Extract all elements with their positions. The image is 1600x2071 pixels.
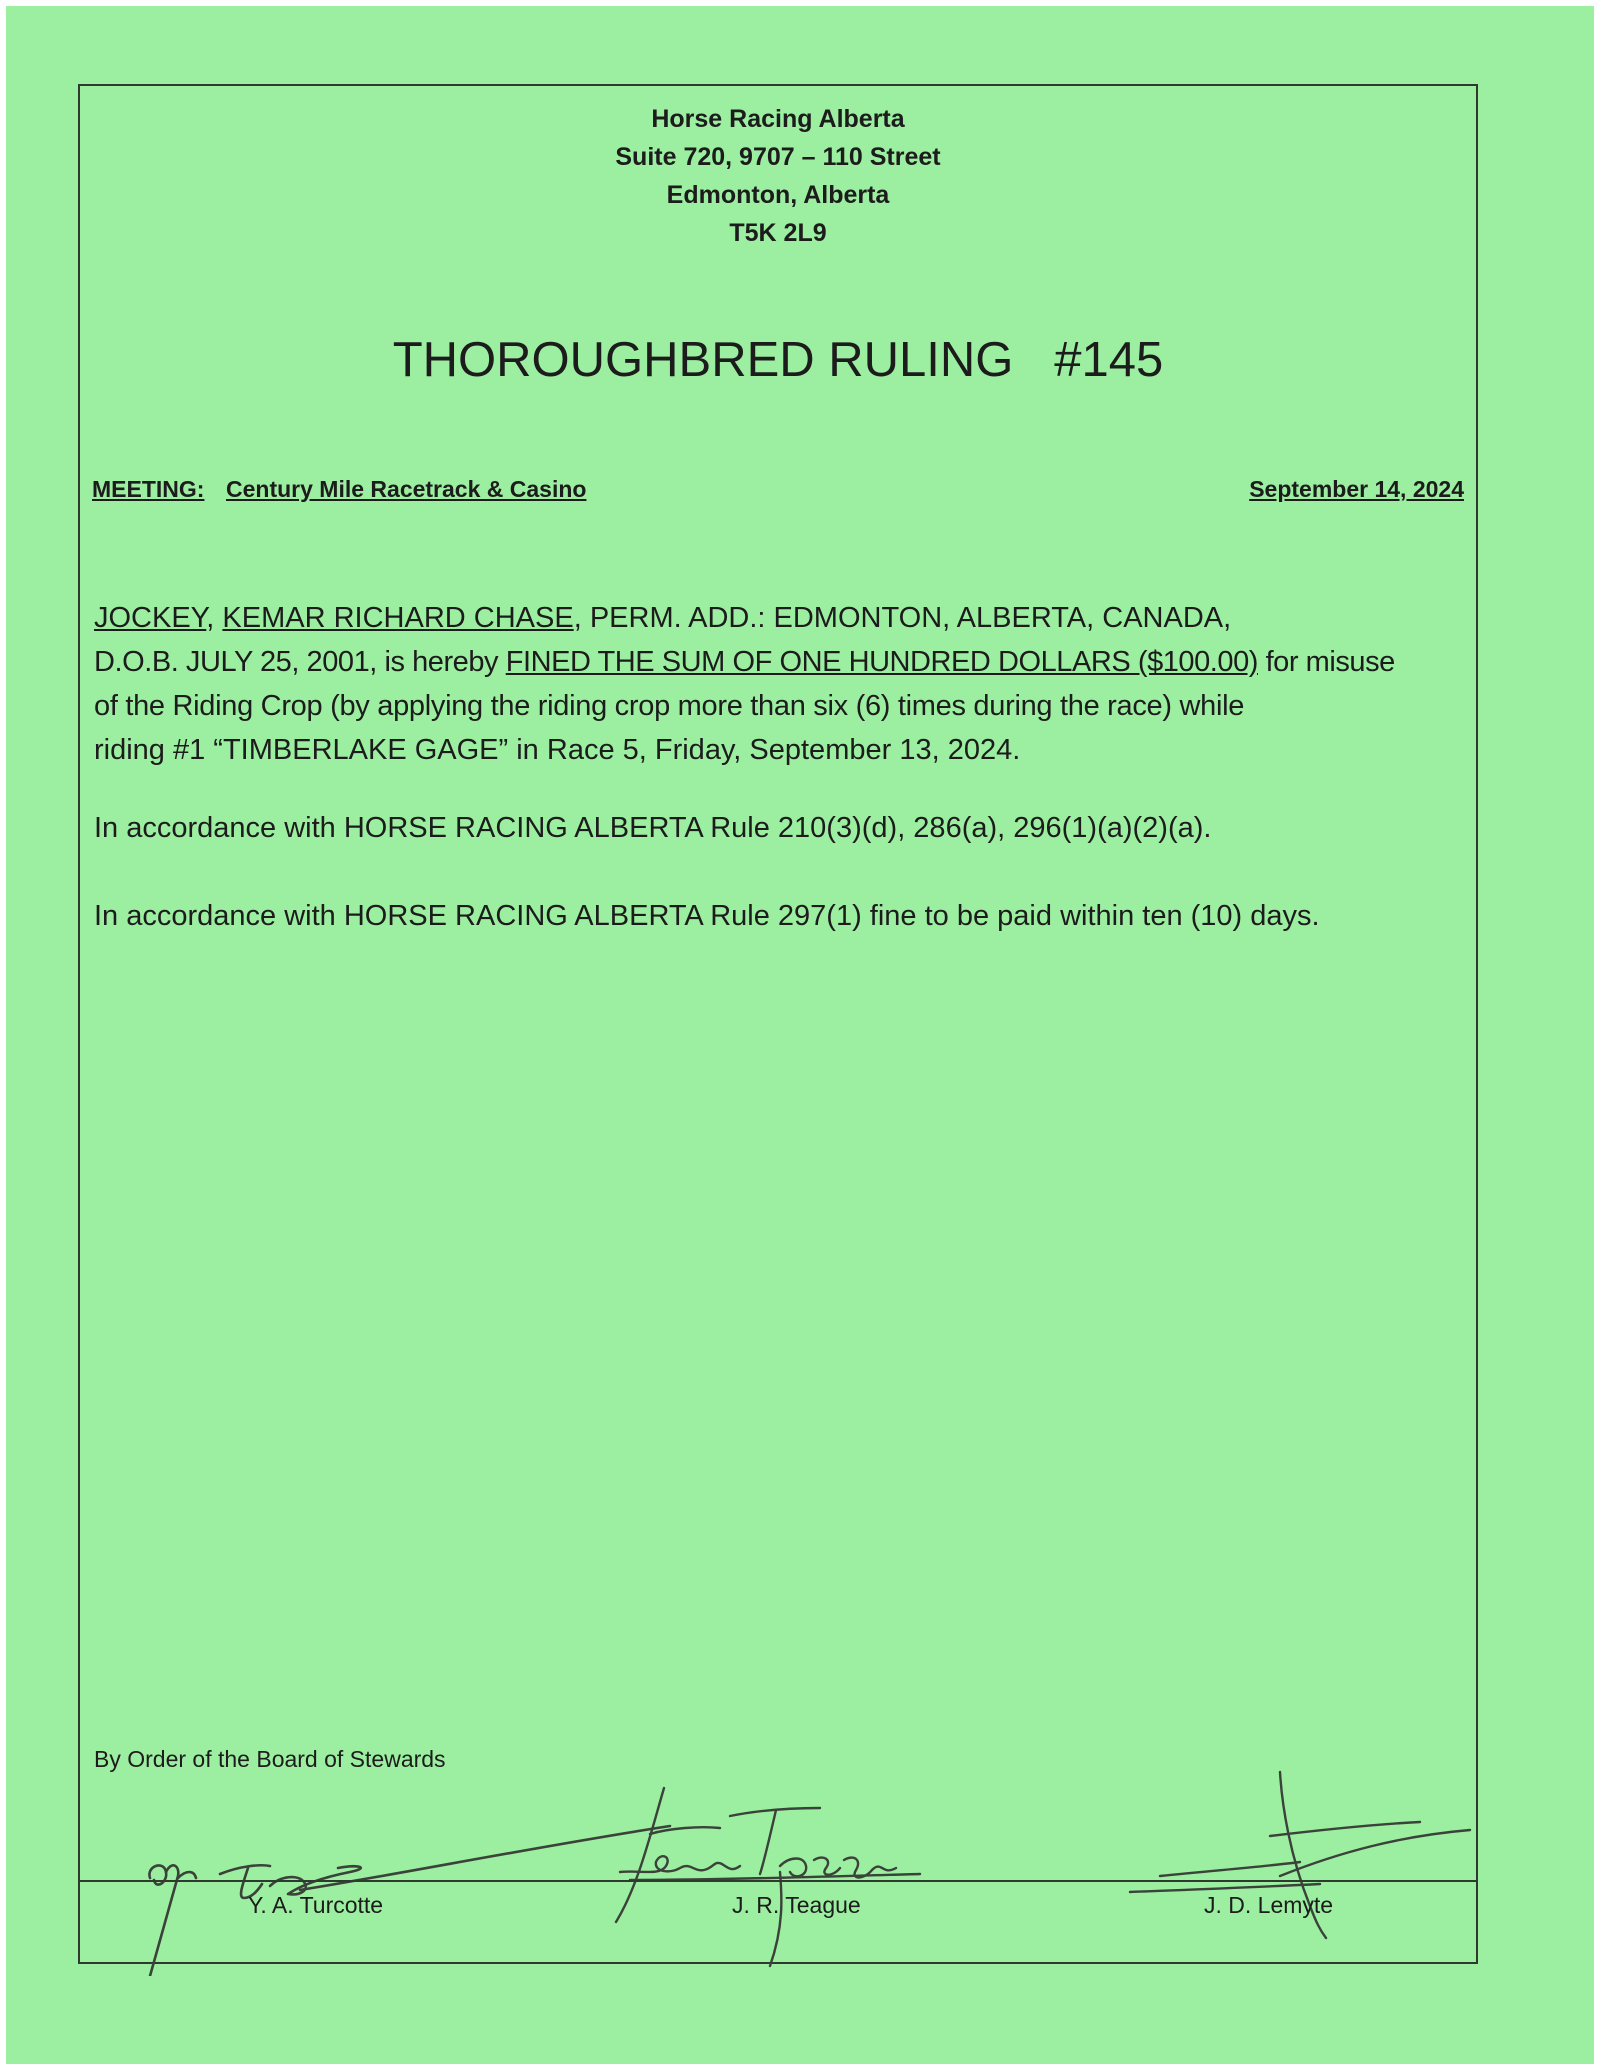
offender-dob: D.O.B. JULY 25, 2001, is hereby xyxy=(94,646,506,678)
order-statement: By Order of the Board of Stewards xyxy=(94,1746,446,1772)
separator: , xyxy=(206,602,223,634)
offender-name: KEMAR RICHARD CHASE xyxy=(222,602,574,634)
postal-code: T5K 2L9 xyxy=(729,219,827,247)
paragraph-line-3: of the Riding Crop (by applying the riding crop more than six (6) times during the race) while xyxy=(94,690,1245,722)
signature-lemyte-icon xyxy=(1120,1766,1480,1966)
offender-role: JOCKEY xyxy=(94,602,207,634)
steward-name-lemyte: J. D. Lemyte xyxy=(1204,1892,1334,1918)
paragraph-line-2 xyxy=(94,640,1466,684)
address-line-2: Edmonton, Alberta xyxy=(666,181,890,209)
letterhead xyxy=(80,100,1476,252)
ruling-paragraph xyxy=(94,596,1466,772)
fine-amount: FINED THE SUM OF ONE HUNDRED DOLLARS ($100.00) xyxy=(505,646,1258,678)
meeting-date: September 14, 2024 xyxy=(1249,476,1464,502)
ruling-title: THOROUGHBRED RULING #145 xyxy=(392,333,1164,387)
steward-name-turcotte: Y. A. Turcotte xyxy=(248,1892,384,1918)
offender-address: , PERM. ADD.: EDMONTON, ALBERTA, CANADA, xyxy=(573,602,1232,634)
organization-name: Horse Racing Alberta xyxy=(651,105,905,133)
fine-reason-start: for misuse xyxy=(1257,646,1395,678)
address-line-1: Suite 720, 9707 – 110 Street xyxy=(615,143,941,171)
paragraph-line-1 xyxy=(94,596,1466,640)
payment-terms: In accordance with HORSE RACING ALBERTA Rule 297(1) fine to be paid within ten (10) days. xyxy=(94,900,1320,932)
meeting-venue: Century Mile Racetrack & Casino xyxy=(226,476,587,502)
paragraph-line-4: riding #1 “TIMBERLAKE GAGE” in Race 5, Friday, September 13, 2024. xyxy=(94,734,1021,766)
steward-name-teague: J. R. Teague xyxy=(732,1892,861,1918)
meeting-label: MEETING: xyxy=(92,476,205,502)
signature-teague-icon xyxy=(610,1776,990,1976)
signature-line xyxy=(80,1880,1476,1882)
document-border xyxy=(78,84,1478,1964)
ruling-document xyxy=(6,6,1594,2064)
rule-reference: In accordance with HORSE RACING ALBERTA Rule 210(3)(d), 286(a), 296(1)(a)(2)(a). xyxy=(94,812,1212,844)
